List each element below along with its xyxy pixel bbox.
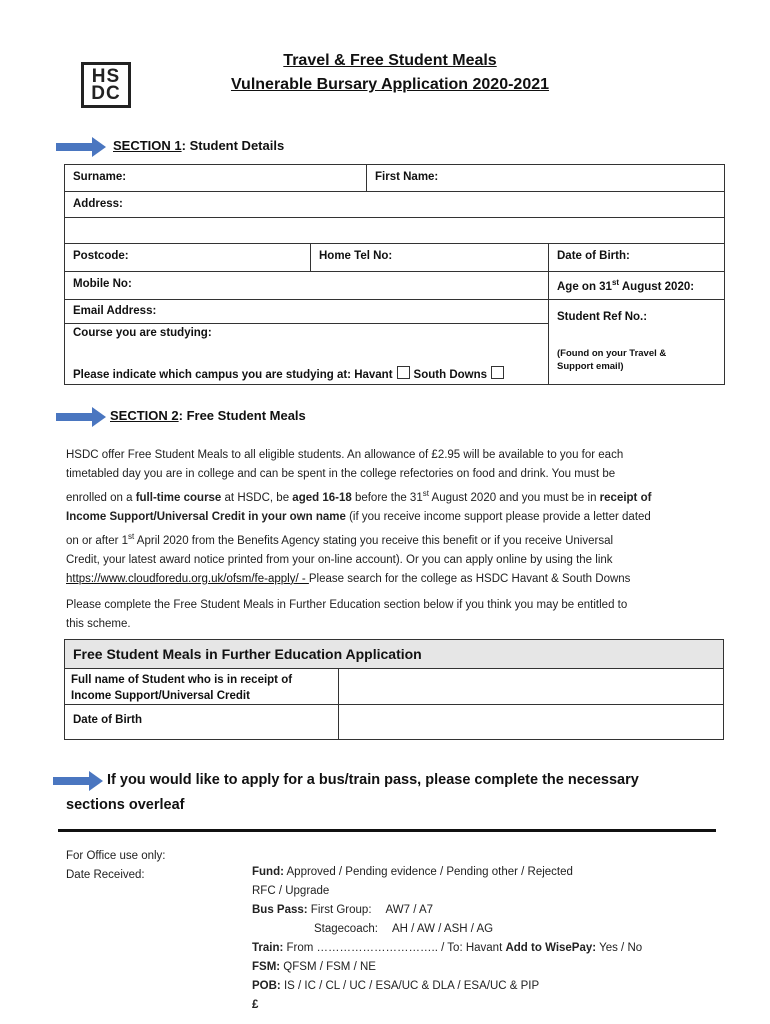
para-line-5: [66, 527, 726, 551]
address-line-2-field[interactable]: [64, 217, 725, 244]
age-label-prefix: Age on 31: [557, 280, 612, 293]
logo-line-1: HS: [91, 66, 121, 87]
section-1-heading-suffix: : Student Details: [181, 138, 285, 153]
fund-label: Fund:: [252, 866, 284, 878]
para-line-4: [66, 508, 726, 527]
bus-note-line-2: sections overleaf: [66, 797, 185, 813]
para-line-5-b: April 2020 from the Benefits Agency stating you receive this benefit or if you receive Universal: [134, 534, 614, 547]
fsm-dob-label-cell: [64, 704, 339, 740]
pob-label: POB:: [252, 980, 281, 992]
para-line-7: [66, 570, 726, 589]
email-label: Email Address:: [73, 305, 157, 317]
course-label: Course you are studying:: [73, 327, 212, 339]
para-line-3-b: at HSDC, be: [221, 491, 293, 504]
age-label-sup: st: [611, 278, 620, 287]
title-line-1: Travel & Free Student Meals: [283, 52, 497, 69]
bus-note-arrow-icon: [53, 771, 103, 791]
stagecoach-row: [252, 920, 722, 939]
bus-first-group-value: AW7 / A7: [385, 904, 434, 916]
para-line-7-b: Please search for the college as HSDC Havant & South Downs: [308, 572, 631, 585]
fsm-complete-paragraph: [66, 596, 726, 634]
postcode-field[interactable]: [64, 243, 311, 272]
student-ref-note-2: Support email): [557, 361, 624, 372]
fsm-info-paragraph: [66, 446, 726, 589]
stagecoach-label: Stagecoach:: [314, 923, 378, 935]
pob-row: [252, 977, 722, 996]
fsm-dob-label: Date of Birth: [73, 714, 142, 726]
office-use-details: [252, 863, 722, 1015]
home-tel-label: Home Tel No:: [319, 250, 393, 262]
bus-pass-label: Bus Pass:: [252, 904, 308, 916]
bus-first-group: First Group:: [307, 904, 372, 916]
campus-prompt: Please indicate which campus you are studying at: Havant: [73, 369, 393, 381]
pob-value: IS / IC / CL / UC / ESA/UC & DLA / ESA/UC & PIP: [280, 980, 540, 992]
age-label: [557, 278, 695, 293]
email-field[interactable]: [64, 305, 549, 323]
full-name-field[interactable]: [338, 668, 724, 705]
para2-line-2: this scheme.: [66, 618, 131, 630]
fsm-value: QFSM / FSM / NE: [280, 961, 376, 973]
para-line-6: Credit, your latest award notice printed from your on-line account). Or you can apply online by using the link: [66, 553, 613, 566]
para-line-3-sup: st: [422, 489, 429, 498]
student-ref-label: Student Ref No.:: [557, 311, 648, 323]
full-time-course-text: full-time course: [135, 491, 222, 504]
south-downs-label: South Downs: [413, 369, 488, 381]
fsm-row: [252, 958, 722, 977]
para-line-1: HSDC offer Free Student Meals to all eligible students. An allowance of £2.95 will be available to you for each: [66, 449, 624, 461]
section-2-heading: [110, 408, 306, 423]
section-1-heading: [113, 138, 284, 153]
para-line-3-a: enrolled on a: [66, 491, 136, 504]
first-name-field[interactable]: [366, 164, 725, 192]
office-use-labels: [66, 847, 166, 885]
para-line-2: timetabled day you are in college and can be spent in the college refectories on food and drink. You must be: [66, 468, 616, 480]
hsdc-logo: [81, 62, 131, 108]
para2-line-1: Please complete the Free Student Meals in Further Education section below if you think you may be entitled to: [66, 599, 628, 611]
aged-text: aged 16-18: [292, 491, 352, 504]
surname-label: Surname:: [73, 171, 127, 183]
income-support-text: Income Support/Universal Credit in your own name: [66, 510, 346, 523]
dob-field[interactable]: [548, 243, 725, 272]
train-label: Train:: [252, 942, 284, 954]
student-ref-note: [557, 347, 666, 373]
para-line-3: [66, 484, 726, 508]
full-name-label-cell: [64, 668, 339, 705]
full-name-label-1: Full name of Student who is in receipt of: [71, 674, 293, 686]
section-2-arrow-icon: [56, 407, 106, 427]
bus-pass-row: [252, 901, 722, 920]
logo-line-2: DC: [91, 83, 121, 104]
fsm-dob-field[interactable]: [338, 704, 724, 740]
dob-label: Date of Birth:: [557, 250, 630, 262]
section-1-heading-prefix: SECTION 1: [113, 138, 182, 153]
postcode-label: Postcode:: [73, 250, 129, 262]
fsm-table-heading: Free Student Meals in Further Education Application: [64, 639, 724, 669]
para-line-5-sup: st: [128, 531, 135, 541]
age-label-suffix: August 2020:: [619, 280, 695, 293]
fund-row: [252, 863, 722, 882]
train-value: From ………………………….. / To: Havant: [283, 942, 506, 954]
rfc-row: RFC / Upgrade: [252, 885, 330, 897]
train-row: [252, 939, 722, 958]
fsm-label: FSM:: [252, 961, 281, 973]
date-received-label: Date Received:: [66, 869, 145, 881]
age-field[interactable]: [548, 271, 725, 300]
wisepay-value: Yes / No: [596, 942, 643, 954]
ofsm-apply-link[interactable]: https://www.cloudforedu.org.uk/ofsm/fe-apply/ -: [66, 572, 309, 585]
campus-row: [73, 366, 508, 381]
full-name-label-2: Income Support/Universal Credit: [71, 690, 250, 702]
receipt-of-text: receipt of: [599, 491, 652, 504]
mobile-field[interactable]: [64, 271, 549, 300]
section-2-heading-prefix: SECTION 2: [110, 408, 179, 423]
havant-checkbox[interactable]: [397, 366, 410, 379]
office-divider: [58, 829, 716, 832]
pound-row: [252, 996, 722, 1015]
south-downs-checkbox[interactable]: [491, 366, 504, 379]
pound-sign: £: [252, 999, 259, 1011]
bus-note-line-1: If you would like to apply for a bus/train pass, please complete the necessary: [107, 772, 639, 788]
address-label: Address:: [73, 198, 123, 210]
section-1-arrow-icon: [56, 137, 106, 157]
wisepay-label: Add to WisePay:: [505, 942, 597, 954]
title-line-2: Vulnerable Bursary Application 2020-2021: [230, 76, 550, 93]
course-field[interactable]: [64, 324, 549, 360]
para-line-3-d: August 2020 and you must be in: [428, 491, 600, 504]
para-line-5-a: on or after 1: [66, 534, 129, 547]
fund-value: Approved / Pending evidence / Pending other / Rejected: [283, 866, 573, 878]
student-ref-note-1: (Found on your Travel &: [557, 348, 667, 359]
section-2-heading-suffix: : Free Student Meals: [178, 408, 306, 423]
para-line-3-c: before the 31: [351, 491, 423, 504]
office-use-only: For Office use only:: [66, 850, 166, 862]
stagecoach-value: AH / AW / ASH / AG: [391, 923, 494, 935]
address-field[interactable]: [64, 191, 725, 218]
mobile-label: Mobile No:: [73, 278, 132, 290]
first-name-label: First Name:: [375, 171, 439, 183]
surname-field[interactable]: [64, 164, 367, 192]
para-line-4-b: (if you receive income support please provide a letter dated: [345, 510, 651, 523]
home-tel-field[interactable]: [310, 243, 549, 272]
